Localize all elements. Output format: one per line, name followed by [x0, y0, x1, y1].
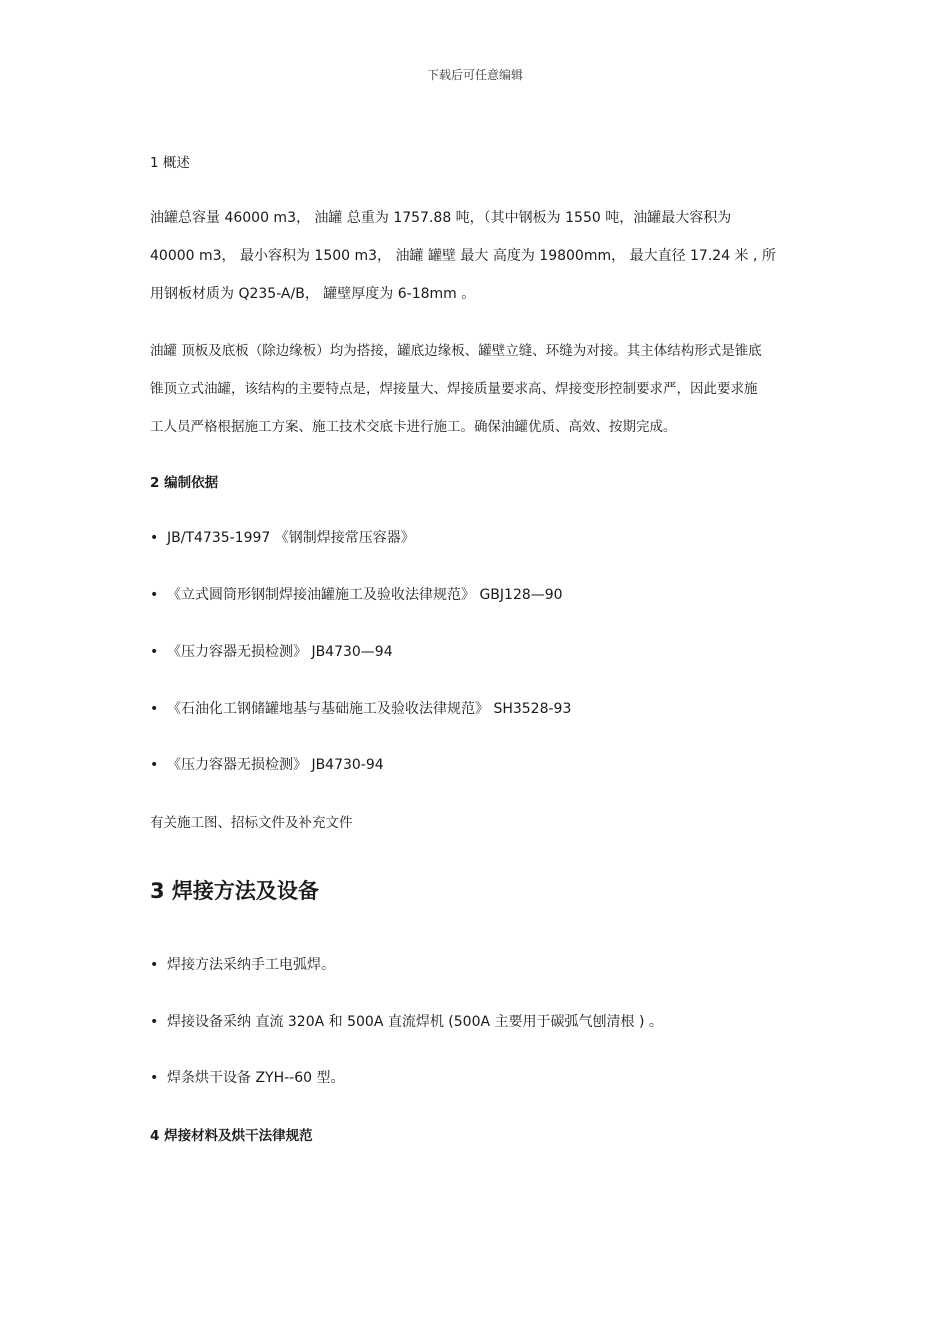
section-1-heading: 1 概述	[150, 155, 190, 171]
section-3-heading: 3 焊接方法及设备	[150, 879, 319, 903]
equipment-text: 焊接设备采纳 直流 320A 和 500A 直流焊机 (500A 主要用于碳弧气刨清根 ) 。	[167, 1014, 663, 1030]
reference-list-item	[150, 754, 384, 774]
section-1-para-2-line-2: 锥顶立式油罐，该结构的主要特点是，焊接量大、焊接质量要求高、焊接变形控制要求严，因此要求施	[150, 381, 758, 397]
bullet-icon: •	[150, 757, 159, 773]
reference-text: 《压力容器无损检测》 JB4730—94	[167, 644, 393, 660]
header-note: 下载后可任意编辑	[426, 68, 523, 82]
bullet-icon: •	[150, 701, 159, 717]
bullet-icon: •	[150, 530, 159, 546]
bullet-icon: •	[150, 587, 159, 603]
section-2-trailing-text: 有关施工图、招标文件及补充文件	[150, 815, 353, 831]
equipment-list-item	[150, 1067, 345, 1087]
bullet-icon: •	[150, 957, 159, 973]
bullet-icon: •	[150, 644, 159, 660]
reference-text: 《石油化工钢储罐地基与基础施工及验收法律规范》 SH3528-93	[167, 701, 572, 717]
section-1-para-2-line-1: 油罐 顶板及底板（除边缘板）均为搭接，罐底边缘板、罐壁立缝、环缝为对接。其主体结构形式是锥底	[150, 343, 762, 359]
section-1-para-1-line-3: 用钢板材质为 Q235-A/B， 罐壁厚度为 6-18mm 。	[150, 286, 476, 302]
reference-text: 《立式圆筒形钢制焊接油罐施工及验收法律规范》 GBJ128—90	[167, 587, 563, 603]
section-4-heading: 4 焊接材料及烘干法律规范	[150, 1128, 313, 1144]
equipment-list-item	[150, 1011, 663, 1031]
reference-list-item	[150, 641, 393, 661]
reference-list-item	[150, 527, 415, 547]
section-1-para-1-line-2: 40000 m3， 最小容积为 1500 m3， 油罐 罐壁 最大 高度为 19800mm， 最大直径 17.24 米 , 所	[150, 248, 776, 264]
bullet-icon: •	[150, 1014, 159, 1030]
bullet-icon: •	[150, 1070, 159, 1086]
reference-text: JB/T4735-1997 《钢制焊接常压容器》	[167, 530, 415, 546]
reference-text: 《压力容器无损检测》 JB4730-94	[167, 757, 384, 773]
section-1-para-2-line-3: 工人员严格根据施工方案、施工技术交底卡进行施工。确保油罐优质、高效、按期完成。	[150, 419, 677, 435]
reference-list-item	[150, 584, 563, 604]
section-2-heading: 2 编制依据	[150, 475, 219, 491]
equipment-list-item	[150, 954, 335, 974]
equipment-text: 焊接方法采纳手工电弧焊。	[167, 957, 335, 973]
section-1-para-1-line-1: 油罐总容量 46000 m3， 油罐 总重为 1757.88 吨，（其中钢板为 1550 吨，油罐最大容积为	[150, 210, 732, 226]
reference-list-item	[150, 698, 571, 718]
equipment-text: 焊条烘干设备 ZYH--60 型。	[167, 1070, 345, 1086]
